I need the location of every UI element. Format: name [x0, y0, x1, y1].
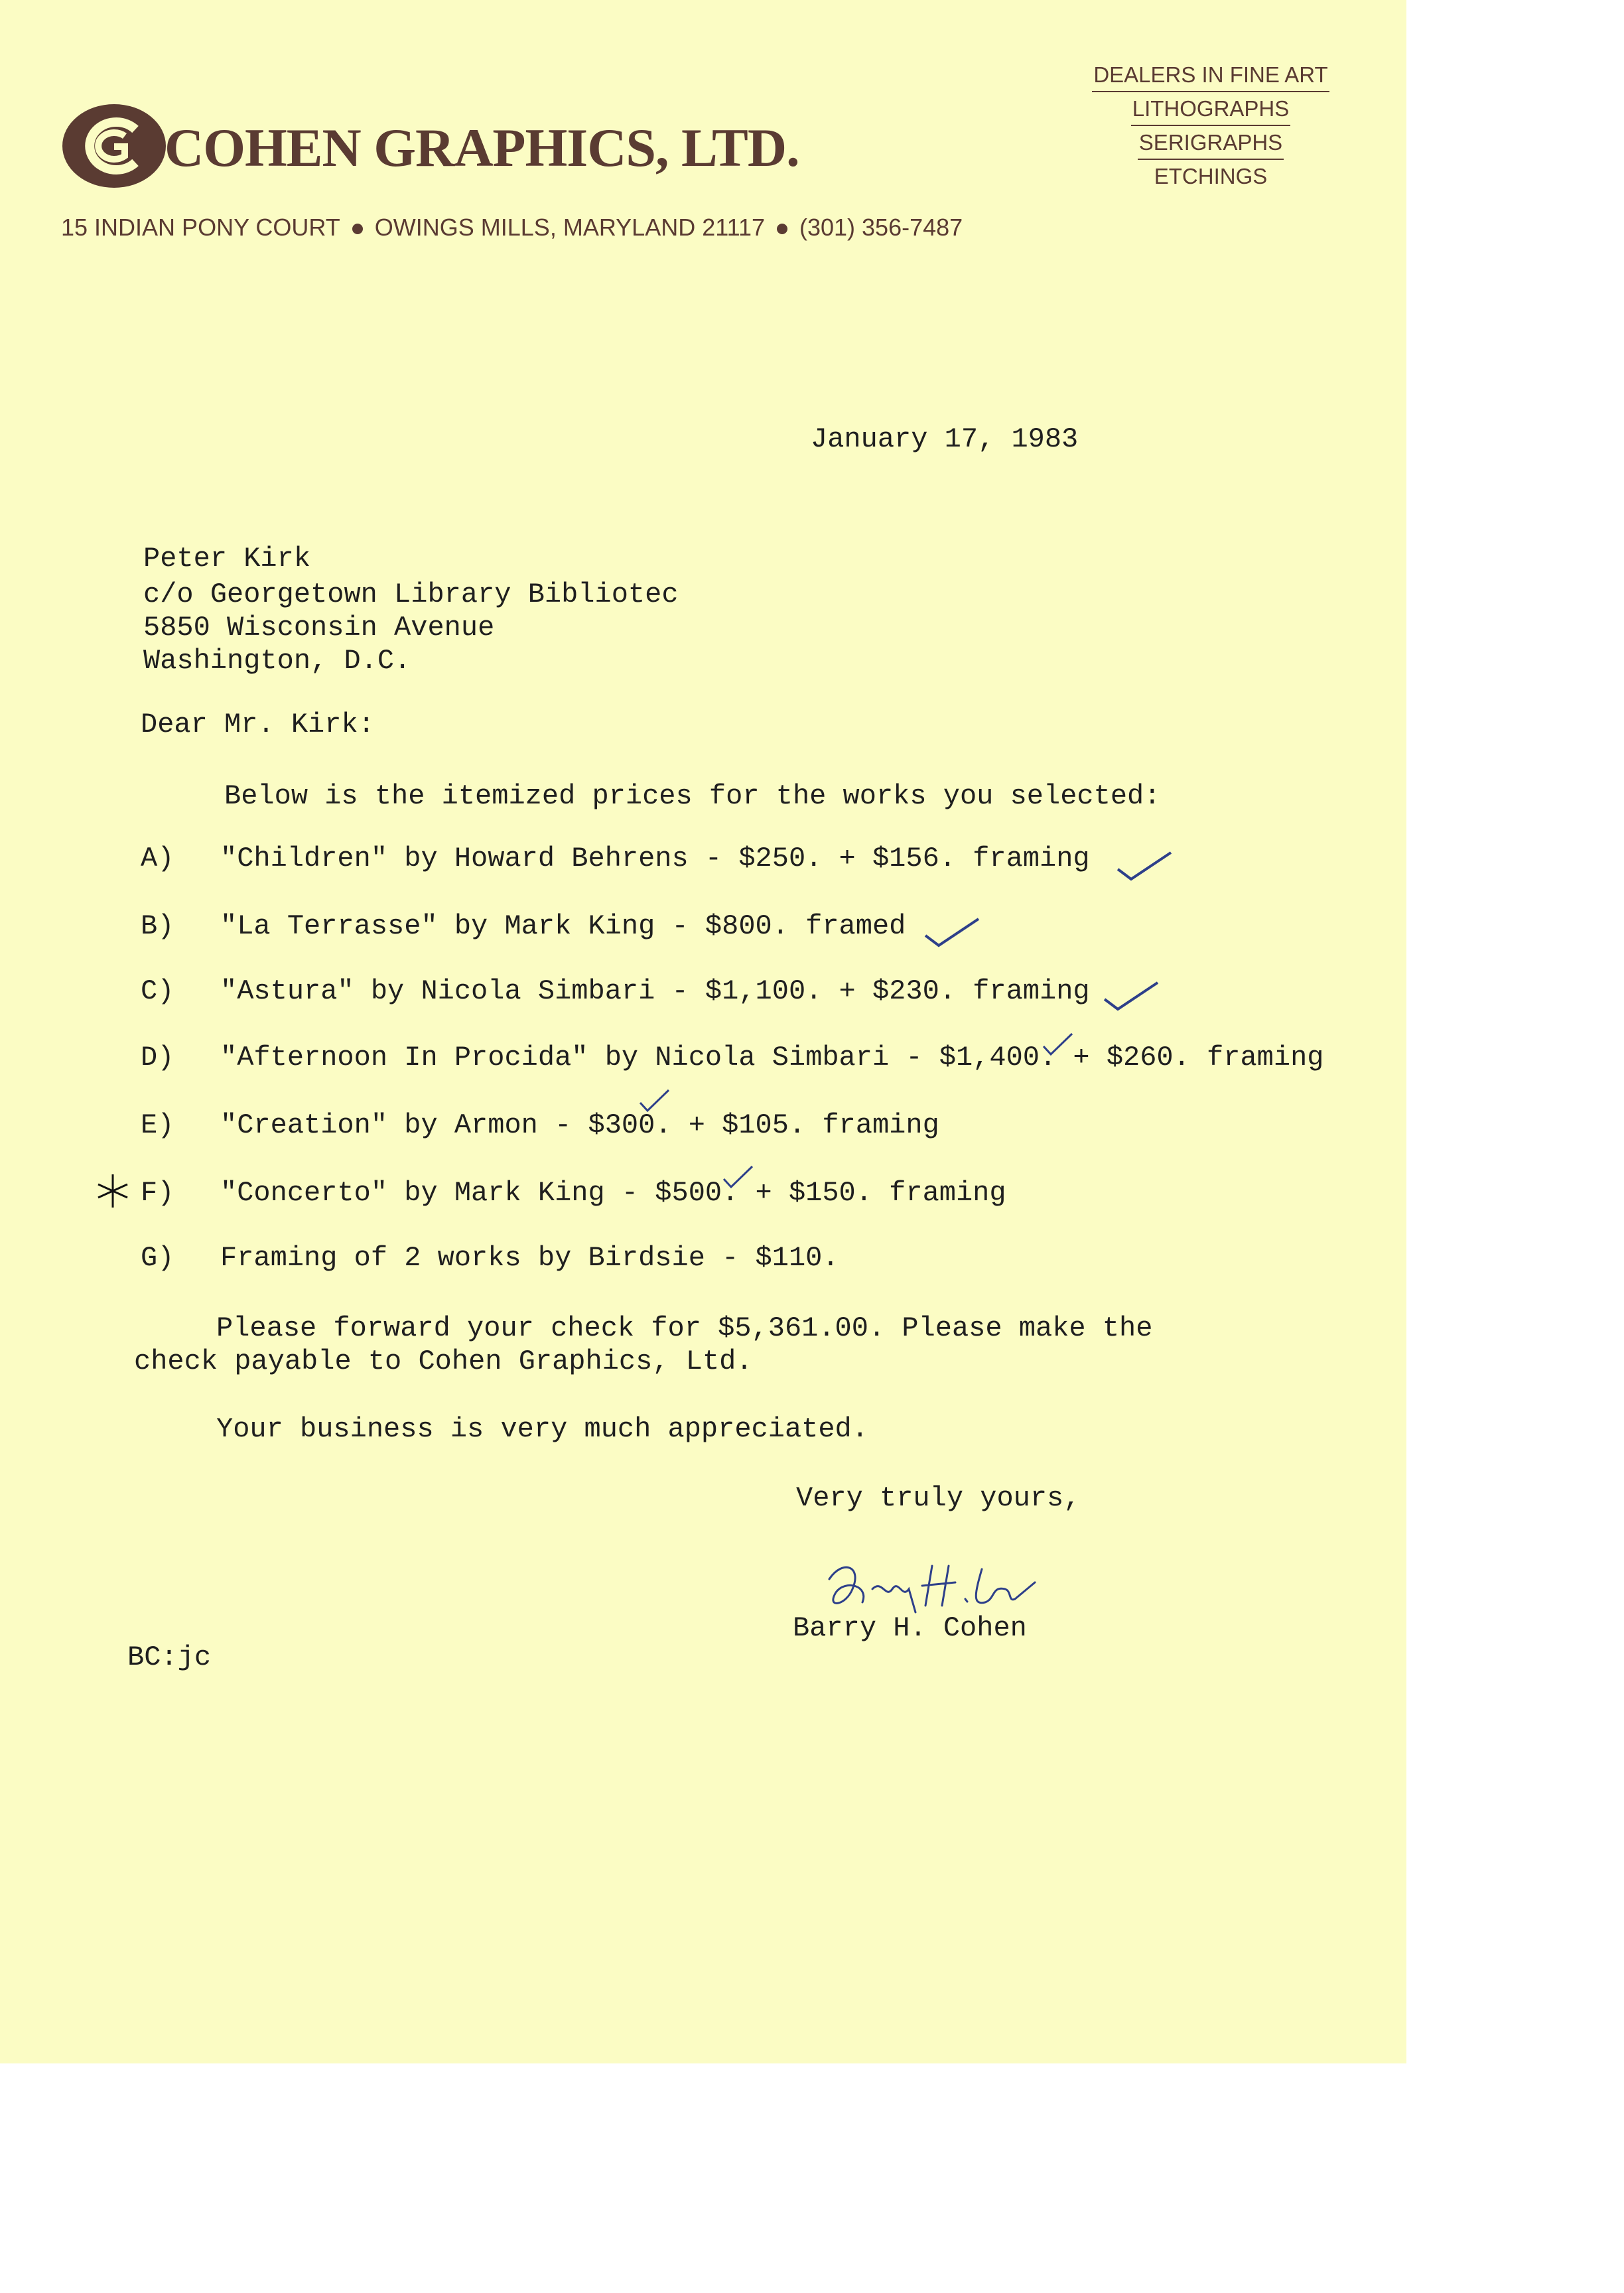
checkmark-icon: [1115, 849, 1174, 882]
service-etchings: ETCHINGS: [1154, 164, 1268, 188]
item-text: "Concerto" by Mark King - $500. + $150. framing: [220, 1177, 1006, 1209]
recipient-line-2: c/o Georgetown Library Bibliotec: [143, 579, 679, 610]
phone-number: (301) 356-7487: [799, 214, 963, 241]
service-fine-art: DEALERS IN FINE ART: [1092, 58, 1329, 92]
list-item: [141, 843, 1090, 874]
cohen-graphics-logo-icon: [61, 103, 167, 189]
bullet-icon: [777, 224, 787, 234]
signer-name: Barry H. Cohen: [793, 1612, 1027, 1644]
service-lithographs: LITHOGRAPHS: [1131, 92, 1291, 126]
recipient-line-3: 5850 Wisconsin Avenue: [143, 612, 495, 644]
list-item: [141, 1177, 1006, 1209]
list-item: [141, 1242, 839, 1274]
forward-paragraph-line-2: check payable to Cohen Graphics, Ltd.: [134, 1346, 753, 1377]
item-letter: D): [141, 1042, 174, 1074]
letterhead-address: [61, 214, 963, 242]
bullet-icon: [352, 224, 363, 234]
item-text: "Children" by Howard Behrens - $250. + $156. framing: [220, 843, 1090, 874]
item-letter: A): [141, 843, 174, 874]
city-address: OWINGS MILLS, MARYLAND 21117: [374, 214, 765, 241]
asterisk-mark-icon: [93, 1171, 133, 1211]
service-serigraphs: SERIGRAPHS: [1138, 126, 1284, 160]
list-item: [141, 910, 906, 942]
item-text: "Creation" by Armon - $300. + $105. framing: [220, 1109, 939, 1141]
checkmark-icon: [722, 1164, 755, 1191]
company-name: COHEN GRAPHICS, LTD.: [165, 117, 799, 178]
recipient-line-4: Washington, D.C.: [143, 645, 411, 677]
checkmark-icon: [922, 916, 982, 949]
intro-paragraph: Below is the itemized prices for the works you selected:: [224, 780, 1161, 812]
item-letter: E): [141, 1109, 174, 1141]
item-text: "Astura" by Nicola Simbari - $1,100. + $230. framing: [220, 975, 1090, 1007]
services-list: [1088, 58, 1333, 192]
list-item: [141, 1109, 939, 1141]
salutation: Dear Mr. Kirk:: [141, 709, 375, 740]
item-text: Framing of 2 works by Birdsie - $110.: [220, 1242, 839, 1274]
forward-paragraph-line-1: Please forward your check for $5,361.00. Please make the: [216, 1312, 1153, 1344]
appreciation-paragraph: Your business is very much appreciated.: [216, 1413, 868, 1445]
checkmark-icon: [1101, 979, 1161, 1012]
recipient-name: Peter Kirk: [143, 543, 311, 575]
item-text: "Afternoon In Procida" by Nicola Simbari - $1,400. + $260. framing: [220, 1042, 1324, 1074]
item-letter: C): [141, 975, 174, 1007]
closing: Very truly yours,: [796, 1482, 1081, 1514]
checkmark-icon: [638, 1088, 671, 1115]
item-text: "La Terrasse" by Mark King - $800. framed: [220, 910, 906, 942]
item-letter: F): [141, 1177, 174, 1209]
typist-initials: BC:jc: [127, 1641, 212, 1673]
item-letter: B): [141, 910, 174, 942]
list-item: [141, 975, 1090, 1007]
checkmark-icon: [1042, 1032, 1075, 1058]
letter-date: January 17, 1983: [811, 423, 1079, 455]
street-address: 15 INDIAN PONY COURT: [61, 214, 340, 241]
list-item: [141, 1042, 1323, 1074]
item-letter: G): [141, 1242, 174, 1274]
